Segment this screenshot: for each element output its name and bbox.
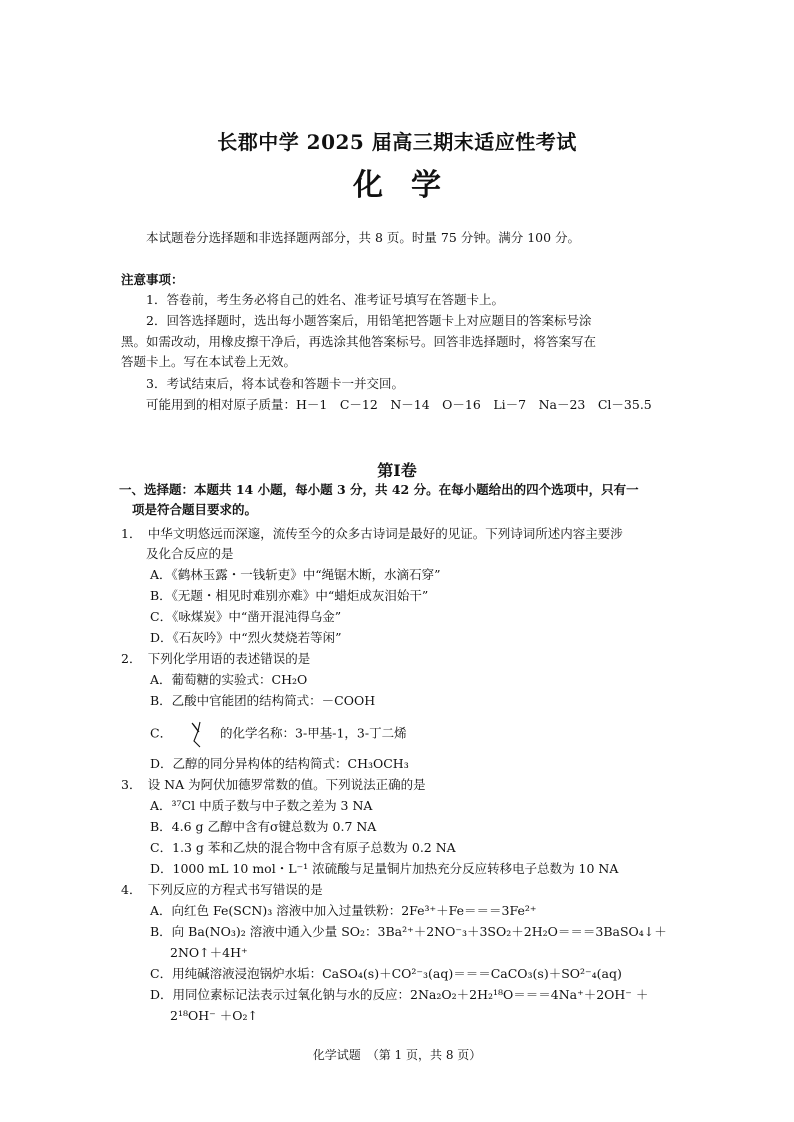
intro-text: 本试题卷分选择题和非选择题两部分，共 8 页。时量 75 分钟。满分 100 分。 (146, 230, 581, 245)
option-text: 的化学名称：3-甲基-1，3-丁二烯 (220, 725, 407, 741)
option: C．用纯碱溶液浸泡锅炉水垢：CaSO₄(s)＋CO²⁻₃(aq)＝＝＝CaCO₃(s)＋SO²⁻₄(aq) (150, 966, 622, 981)
section-instruction: 项是符合题目要求的。 (132, 502, 258, 517)
question-stem: 3． 设 NA 为阿伏加德罗常数的值。下列说法正确的是 (121, 777, 426, 792)
notice-heading: 注意事项： (121, 272, 184, 287)
option: C．1.3 g 苯和乙炔的混合物中含有原子总数为 0.2 NA (150, 840, 456, 855)
option: C．《咏煤炭》中“凿开混沌得乌金” (150, 609, 342, 624)
option-c-row (150, 719, 407, 749)
option: A．向红色 Fe(SCN)₃ 溶液中加入过量铁粉：2Fe³⁺＋Fe＝＝＝3Fe²⁺ (150, 903, 537, 918)
option: D．乙醇的同分异构体的结构简式：CH₃OCH₃ (150, 756, 409, 771)
isoprene-structure-icon (176, 719, 216, 749)
option: B．乙酸中官能团的结构简式：－COOH (150, 693, 376, 708)
option: B．4.6 g 乙醇中含有σ键总数为 0.7 NA (150, 819, 377, 834)
option-continuation: 2NO↑＋4H⁺ (170, 945, 248, 960)
question-stem: 4． 下列反应的方程式书写错误的是 (121, 882, 323, 897)
section-instruction: 一、选择题：本题共 14 小题，每小题 3 分，共 42 分。在每小题给出的四个选项中，只有一 (119, 482, 639, 497)
option: D．《石灰吟》中“烈火焚烧若等闲” (150, 630, 342, 645)
option: D．1000 mL 10 mol・L⁻¹ 浓硫酸与足量铜片加热充分反应转移电子总数为 10 NA (150, 861, 619, 876)
option: B．向 Ba(NO₃)₂ 溶液中通入少量 SO₂：3Ba²⁺＋2NO⁻₃＋3SO₂＋2H₂O＝＝＝3BaSO₄↓＋ (150, 924, 667, 939)
question-stem: 2． 下列化学用语的表述错误的是 (121, 651, 311, 666)
notice-line: 答题卡上。写在本试卷上无效。 (121, 354, 297, 369)
question-stem: 1． 中华文明悠远而深邃，流传至今的众多古诗词是最好的见证。下列诗词所述内容主要涉 (121, 526, 623, 541)
option: A．《鹤林玉露・一钱斩吏》中“绳锯木断，水滴石穿” (150, 567, 441, 582)
option-label: C． (150, 725, 173, 741)
notice-line: 3．考试结束后，将本试卷和答题卡一并交回。 (146, 376, 404, 391)
subject-title: 化学 (353, 168, 469, 203)
atomic-masses: 可能用到的相对原子质量：H－1 C－12 N－14 O－16 Li－7 Na－23 Cl－35.5 (146, 397, 652, 412)
section-title: 第Ⅰ卷 (377, 461, 417, 480)
option-continuation: 2¹⁸OH⁻ ＋O₂↑ (170, 1008, 258, 1023)
notice-line: 黑。如需改动，用橡皮擦干净后，再选涂其他答案标号。回答非选择题时，将答案写在 (121, 334, 597, 349)
question-stem: 及化合反应的是 (146, 546, 234, 561)
notice-line: 2．回答选择题时，选出每小题答案后，用铅笔把答题卡上对应题目的答案标号涂 (146, 313, 592, 328)
option: A．葡萄糖的实验式：CH₂O (150, 672, 308, 687)
option: B．《无题・相见时难别亦难》中“蜡炬成灰泪始干” (150, 588, 429, 603)
option: D．用同位素标记法表示过氧化钠与水的反应：2Na₂O₂＋2H₂¹⁸O＝＝＝4Na⁺＋2OH⁻ ＋ (150, 987, 649, 1002)
exam-title: 长郡中学 2025 届高三期末适应性考试 (217, 130, 577, 154)
page-footer: 化学试题 （第 1 页，共 8 页） (312, 1048, 482, 1062)
option: A．³⁷Cl 中质子数与中子数之差为 3 NA (150, 798, 373, 813)
notice-line: 1．答卷前，考生务必将自己的姓名、准考证号填写在答题卡上。 (146, 292, 504, 307)
